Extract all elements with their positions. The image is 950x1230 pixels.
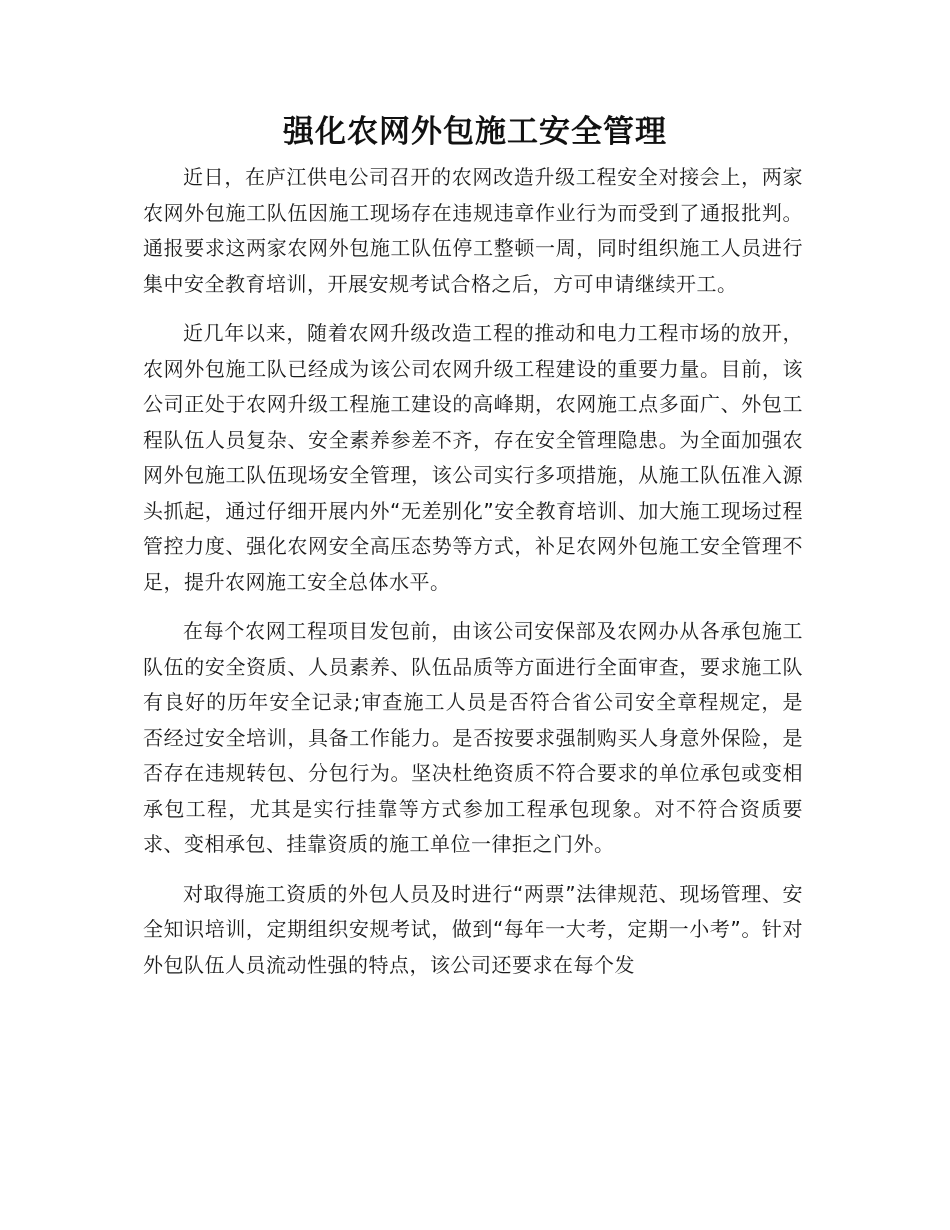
paragraph-3: 在每个农网工程项目发包前，由该公司安保部及农网办从各承包施工队伍的安全资质、人员素养、队伍品质等方面进行全面审查，要求施工队有良好的历年安全记录;审查施工人员是否符合省公司安全章程规定，是否经过安全培训，具备工作能力。是否按要求强制购买人身意外保险，是否存在违规转包、分包行为。坚决杜绝资质不符合要求的单位承包或变相承包工程，尤其是实行挂靠等方式参加工程承包现象。对不符合资质要求、变相承包、挂靠资质的施工单位一律拒之门外。 bbox=[143, 619, 803, 856]
paragraph-4: 对取得施工资质的外包人员及时进行“两票”法律规范、现场管理、安全知识培训，定期组织安规考试，做到“每年一大考，定期一小考”。针对外包队伍人员流动性强的特点，该公司还要求在每个发 bbox=[143, 881, 803, 977]
document-body bbox=[143, 160, 803, 997]
document-title: 强化农网外包施工安全管理 bbox=[283, 114, 667, 150]
paragraph-1: 近日，在庐江供电公司召开的农网改造升级工程安全对接会上，两家农网外包施工队伍因施工现场存在违规违章作业行为而受到了通报批判。通报要求这两家农网外包施工队伍停工整顿一周，同时组织施工人员进行集中安全教育培训，开展安规考试合格之后，方可申请继续开工。 bbox=[143, 165, 803, 296]
paragraph-2: 近几年以来，随着农网升级改造工程的推动和电力工程市场的放开，农网外包施工队已经成为该公司农网升级工程建设的重要力量。目前，该公司正处于农网升级工程施工建设的高峰期，农网施工点多面广、外包工程队伍人员复杂、安全素养参差不齐，存在安全管理隐患。为全面加强农网外包施工队伍现场安全管理，该公司实行多项措施，从施工队伍准入源头抓起，通过仔细开展内外“无差别化”安全教育培训、加大施工现场过程管控力度、强化农网安全高压态势等方式，补足农网外包施工安全管理不足，提升农网施工安全总体水平。 bbox=[143, 321, 803, 594]
